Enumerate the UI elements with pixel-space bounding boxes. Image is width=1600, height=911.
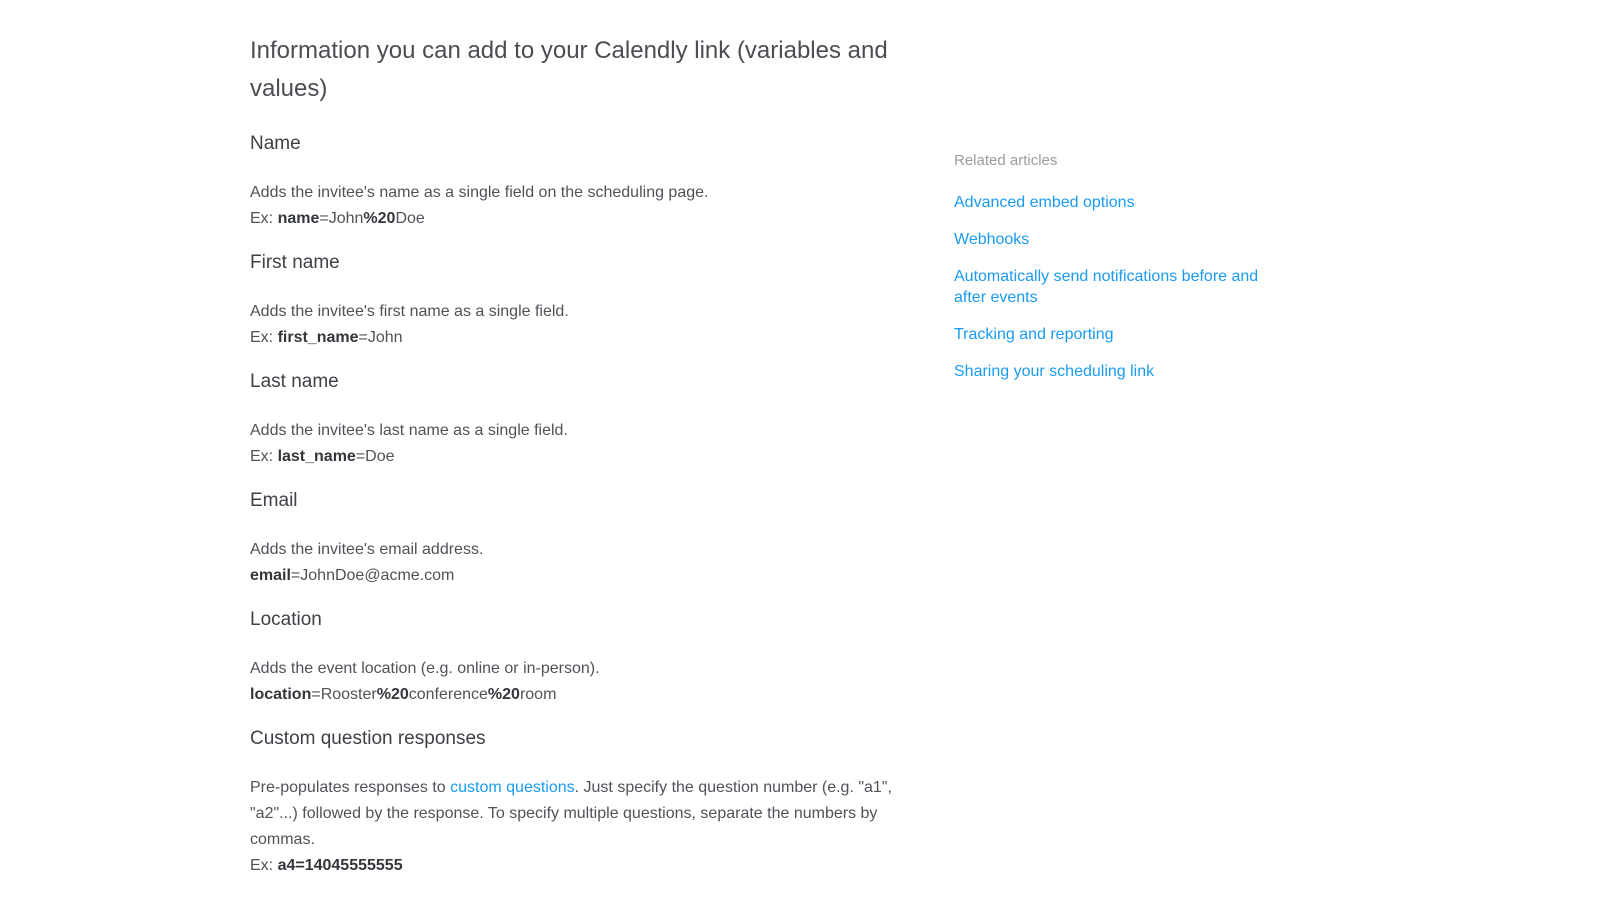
section-heading: Custom question responses — [250, 728, 486, 749]
example-segment: %20 — [376, 686, 409, 703]
section-heading: Email — [250, 490, 298, 511]
example-segment: last_name — [277, 448, 356, 465]
related-articles-heading: Related articles — [954, 152, 1058, 169]
example-segment: Ex: — [250, 329, 278, 346]
example-segment: email — [250, 567, 291, 584]
desc-text: Adds the invitee's last name as a single field. — [250, 422, 568, 439]
section-custom-questions — [250, 726, 910, 879]
section-location — [250, 607, 910, 708]
example-segment: =Rooster — [311, 686, 377, 703]
section-description — [250, 537, 910, 589]
example-segment: %20 — [363, 210, 396, 227]
section-first-name — [250, 250, 910, 351]
example-segment: Doe — [395, 210, 425, 227]
example-segment: first_name — [277, 329, 359, 346]
section-heading: Location — [250, 609, 322, 630]
section-heading: Last name — [250, 371, 339, 392]
desc-text: Adds the invitee's email address. — [250, 541, 484, 558]
desc-text: Adds the invitee's name as a single field on the scheduling page. — [250, 184, 709, 201]
section-description — [250, 180, 910, 232]
desc-text: Pre-populates responses to — [250, 779, 451, 796]
example-segment: =John — [358, 329, 403, 346]
section-heading: Name — [250, 133, 301, 154]
example-segment: name — [277, 210, 320, 227]
example-segment: %20 — [487, 686, 520, 703]
example-segment: conference — [408, 686, 488, 703]
page-title: Information you can add to your Calendly link (variables and values) — [250, 37, 888, 102]
example-segment: =JohnDoe@acme.com — [290, 567, 455, 584]
section-last-name — [250, 369, 910, 470]
section-description — [250, 775, 910, 879]
section-name — [250, 131, 910, 232]
example-segment: Ex: — [250, 448, 278, 465]
related-link-tracking[interactable]: Tracking and reporting — [954, 326, 1114, 343]
related-link-notifications[interactable]: Automatically send notifications before and after events — [954, 268, 1259, 306]
related-link-advanced-embed[interactable]: Advanced embed options — [954, 194, 1135, 211]
example-segment: Ex: — [250, 210, 278, 227]
article-content — [250, 32, 910, 897]
related-link-sharing[interactable]: Sharing your scheduling link — [954, 363, 1155, 380]
example-value: a4=14045555555 — [277, 857, 403, 874]
example-segment: room — [519, 686, 557, 703]
desc-text: . Just specify the question number (e.g. "a1", "a2"...) followed by the response. To specify multiple questions, separate the numbers by commas. — [250, 779, 892, 848]
example-segment: =John — [319, 210, 364, 227]
related-articles — [954, 150, 1284, 398]
section-description — [250, 656, 910, 708]
section-description — [250, 299, 910, 351]
example-segment: =Doe — [355, 448, 395, 465]
custom-questions-link[interactable]: custom questions — [450, 779, 575, 796]
example-label: Ex: — [250, 857, 278, 874]
desc-text: Adds the invitee's first name as a single field. — [250, 303, 569, 320]
section-heading: First name — [250, 252, 340, 273]
example-segment: location — [250, 686, 312, 703]
section-email — [250, 488, 910, 589]
desc-text: Adds the event location (e.g. online or in-person). — [250, 660, 600, 677]
section-description — [250, 418, 910, 470]
related-link-webhooks[interactable]: Webhooks — [954, 231, 1030, 248]
